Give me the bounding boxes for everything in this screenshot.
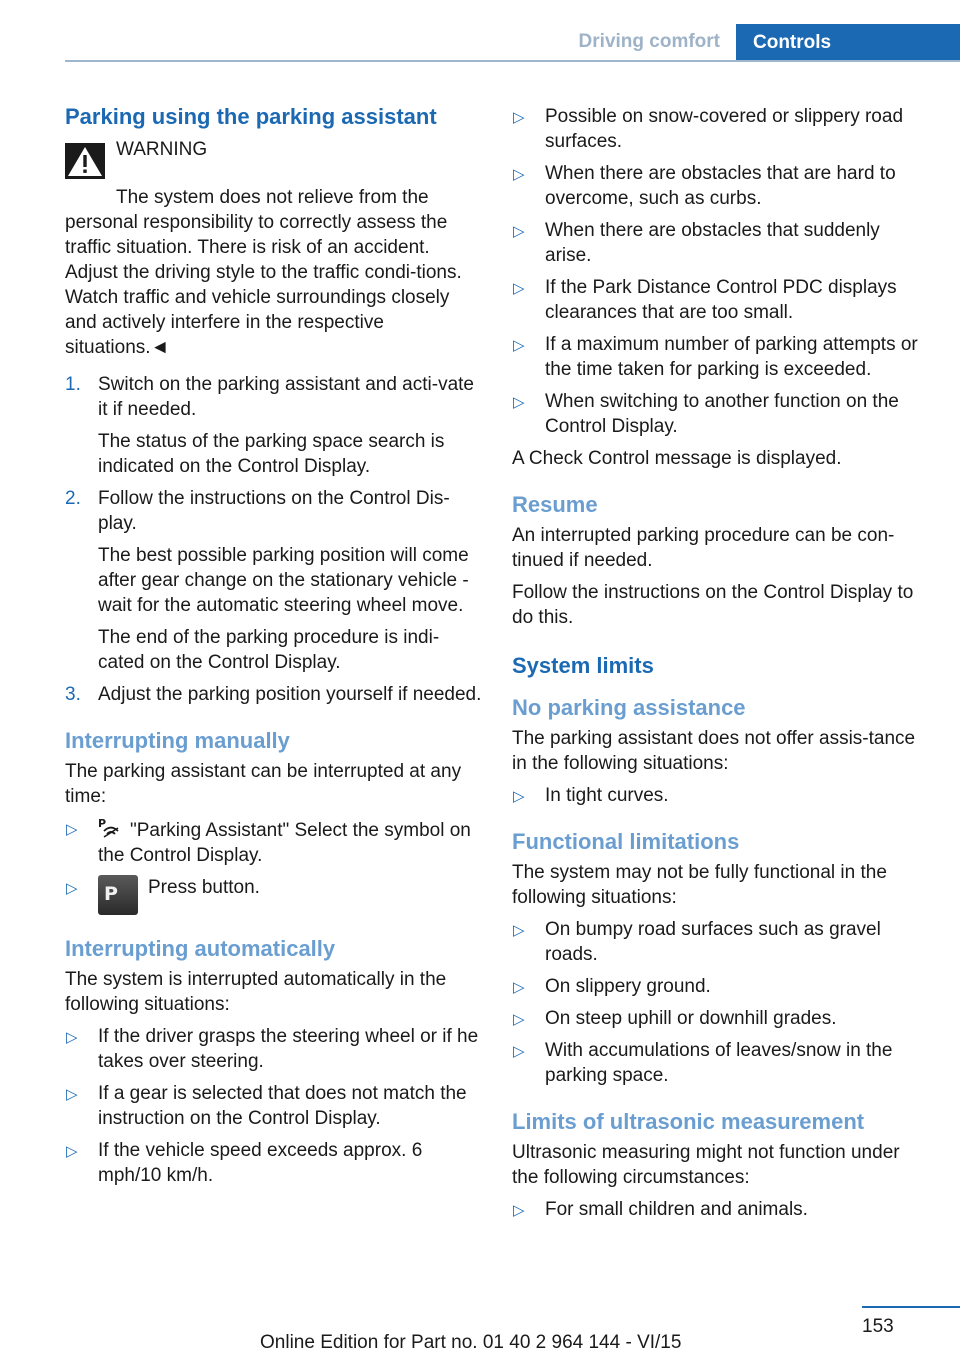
triangle-bullet-icon: ▷ <box>513 922 525 939</box>
list-item-text: Possible on snow-covered or slippery road surfaces. <box>545 106 904 152</box>
ultrasonic-limits-intro: Ultrasonic measuring might not function under the following circumstances: <box>512 1142 900 1188</box>
list-item <box>512 332 930 382</box>
triangle-bullet-icon: ▷ <box>66 821 78 838</box>
step-text: Adjust the parking position yourself if needed. <box>98 684 482 705</box>
section-title: Parking using the parking assistant <box>65 104 437 129</box>
list-item <box>512 917 930 967</box>
warning-label: WARNING <box>116 139 208 160</box>
triangle-bullet-icon: ▷ <box>513 1202 525 1219</box>
step-item <box>65 682 483 707</box>
step-text: Follow the instructions on the Control Dis‐play. <box>98 488 450 534</box>
list-item-text: If the vehicle speed exceeds approx. 6 mph/10 km/h. <box>98 1140 423 1186</box>
left-column <box>65 100 483 1195</box>
edition-footer: Online Edition for Part no. 01 40 2 964 144 - VI/15 <box>260 1332 682 1353</box>
list-item-text: When switching to another function on the Control Display. <box>545 391 899 437</box>
resume-text-2: Follow the instructions on the Control Display to do this. <box>512 582 914 628</box>
warning-block <box>65 137 483 177</box>
svg-text:P: P <box>98 817 107 830</box>
list-item <box>512 974 930 999</box>
parking-assistant-symbol-icon <box>98 816 122 840</box>
triangle-bullet-icon: ▷ <box>513 166 525 183</box>
list-item <box>512 218 930 268</box>
step-number: 2. <box>65 488 81 509</box>
continued-list <box>512 104 930 439</box>
warning-text: The system does not relieve from the personal responsibility to correctly assess the traffic situation. There is risk of an accident. Adjust the driving style to the traffic condi‐tions. Watch traffic and vehicle surroundings closely and actively interfere in the respective situations.◄ <box>65 187 462 358</box>
list-item <box>512 275 930 325</box>
page-number-rule <box>862 1306 960 1308</box>
list-item-text: For small children and animals. <box>545 1199 808 1220</box>
resume-heading: Resume <box>512 492 598 517</box>
functional-limitations-list <box>512 917 930 1088</box>
step-number: 1. <box>65 374 81 395</box>
triangle-bullet-icon: ▷ <box>513 109 525 126</box>
list-item-text: With accumulations of leaves/snow in the parking space. <box>545 1040 893 1086</box>
triangle-bullet-icon: ▷ <box>513 979 525 996</box>
list-item-text: When there are obstacles that suddenly arise. <box>545 220 880 266</box>
no-parking-assistance-intro: The parking assistant does not offer assis‐tance in the following situations: <box>512 728 916 774</box>
list-item-text: If a maximum number of parking attempts or the time taken for parking is exceeded. <box>545 334 918 380</box>
interrupting-automatically-list <box>65 1024 483 1188</box>
system-limits-heading: System limits <box>512 653 654 678</box>
interrupting-automatically-intro: The system is interrupted automatically in the following situations: <box>65 969 447 1015</box>
list-item <box>65 1138 483 1188</box>
functional-limitations-intro: The system may not be fully functional in the following situations: <box>512 862 887 908</box>
list-item <box>512 389 930 439</box>
warning-triangle-icon <box>65 143 105 179</box>
ultrasonic-limits-heading: Limits of ultrasonic measurement <box>512 1109 865 1134</box>
triangle-bullet-icon: ▷ <box>513 394 525 411</box>
triangle-bullet-icon: ▷ <box>513 788 525 805</box>
triangle-bullet-icon: ▷ <box>513 1011 525 1028</box>
list-item <box>512 1006 930 1031</box>
step-number: 3. <box>65 684 81 705</box>
resume-text-1: An interrupted parking procedure can be con‐tinued if needed. <box>512 525 895 571</box>
list-item-text: If the Park Distance Control PDC displays clearances that are too small. <box>545 277 897 323</box>
check-control-text: A Check Control message is displayed. <box>512 448 842 469</box>
list-item <box>65 875 483 915</box>
interrupting-manually-intro: The parking assistant can be interrupted at any time: <box>65 761 462 807</box>
triangle-bullet-icon: ▷ <box>513 223 525 240</box>
list-item <box>512 161 930 211</box>
step-note: The end of the parking procedure is indi‐cated on the Control Display. <box>98 627 440 673</box>
no-parking-assistance-list <box>512 783 930 808</box>
parking-assistant-button-icon: P <box>98 875 138 915</box>
list-item-text: On steep uphill or downhill grades. <box>545 1008 837 1029</box>
triangle-bullet-icon: ▷ <box>66 1143 78 1160</box>
list-item-text: Press button. <box>148 877 260 898</box>
right-column <box>512 100 930 1229</box>
list-item <box>512 1197 930 1222</box>
interrupting-manually-heading: Interrupting manually <box>65 728 290 753</box>
header-chapter-tab: Controls <box>736 24 960 62</box>
triangle-bullet-icon: ▷ <box>66 1029 78 1046</box>
list-item-text: "Parking Assistant" Select the symbol on the Control Display. <box>98 820 471 866</box>
list-item <box>512 783 930 808</box>
triangle-bullet-icon: ▷ <box>513 280 525 297</box>
header-section-title: Driving comfort <box>578 31 720 52</box>
list-item-text: On bumpy road surfaces such as gravel roads. <box>545 919 881 965</box>
interrupting-automatically-heading: Interrupting automatically <box>65 936 336 961</box>
ultrasonic-limits-list <box>512 1197 930 1222</box>
list-item <box>65 816 483 868</box>
triangle-bullet-icon: ▷ <box>513 1043 525 1060</box>
list-item-text: If a gear is selected that does not match the instruction on the Control Display. <box>98 1083 467 1129</box>
list-item <box>512 104 930 154</box>
header-rule <box>65 60 960 62</box>
page-number: 153 <box>862 1316 894 1337</box>
list-item-text: On slippery ground. <box>545 976 711 997</box>
list-item <box>65 1081 483 1131</box>
steps-list <box>65 372 483 707</box>
interrupting-manually-list <box>65 816 483 915</box>
functional-limitations-heading: Functional limitations <box>512 829 740 854</box>
no-parking-assistance-heading: No parking assistance <box>512 695 746 720</box>
list-item <box>512 1038 930 1088</box>
step-note: The best possible parking position will come after gear change on the stationary vehicle - wait for the automatic steering wheel move. <box>98 545 469 616</box>
step-item <box>65 372 483 479</box>
triangle-bullet-icon: ▷ <box>66 880 78 897</box>
list-item-text: When there are obstacles that are hard to overcome, such as curbs. <box>545 163 896 209</box>
list-item <box>65 1024 483 1074</box>
step-text: Switch on the parking assistant and acti‐vate it if needed. <box>98 374 474 420</box>
triangle-bullet-icon: ▷ <box>513 337 525 354</box>
triangle-bullet-icon: ▷ <box>66 1086 78 1103</box>
list-item-text: In tight curves. <box>545 785 669 806</box>
step-note: The status of the parking space search is indicated on the Control Display. <box>98 431 445 477</box>
step-item <box>65 486 483 675</box>
list-item-text: If the driver grasps the steering wheel or if he takes over steering. <box>98 1026 479 1072</box>
